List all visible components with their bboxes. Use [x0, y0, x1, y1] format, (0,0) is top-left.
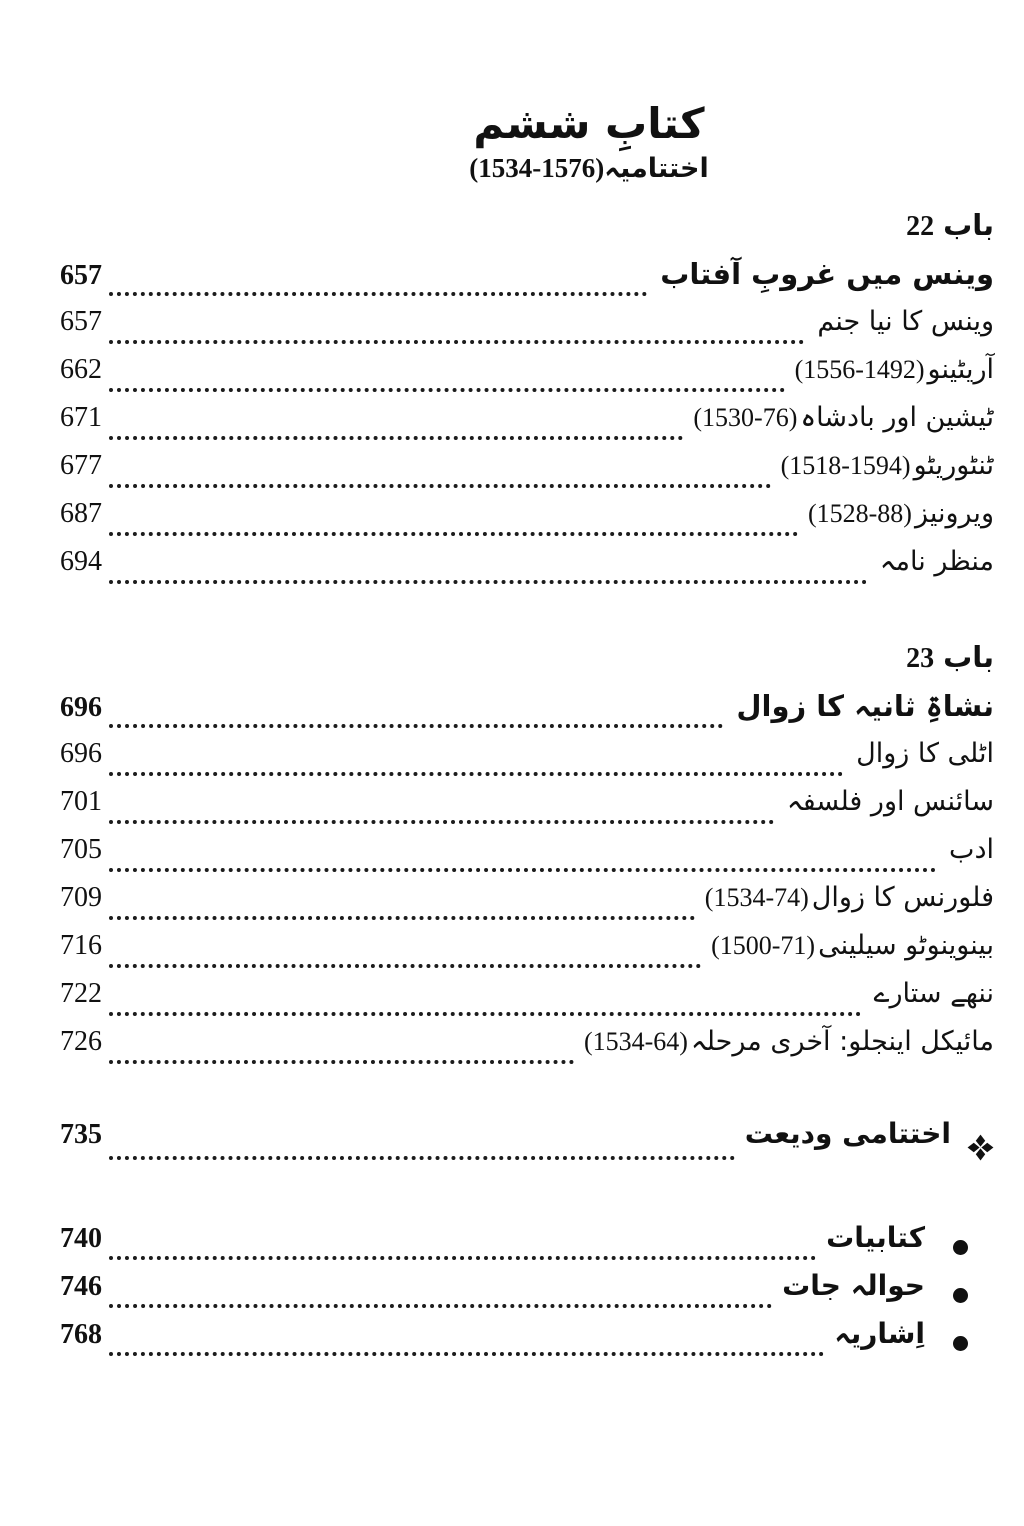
entry-title: منظر نامہ [879, 545, 994, 577]
toc-entry [60, 738, 994, 786]
entry-page-number: 768 [60, 1318, 102, 1350]
toc-entry [60, 690, 994, 738]
chapter-22-heading [60, 208, 994, 250]
four-diamond-icon [967, 1134, 994, 1161]
closing-entry [60, 1118, 994, 1170]
toc-entry [60, 258, 994, 306]
entry-dates: (1534-64) [583, 1026, 688, 1056]
entry-page-number: 677 [60, 449, 102, 481]
toc-entry [60, 786, 994, 834]
entry-page-number: 740 [60, 1222, 102, 1254]
entry-page-number: 657 [60, 259, 102, 291]
dot-leader [109, 580, 867, 584]
entry-page-number: 701 [60, 785, 102, 817]
entry-title: فلورنس کا زوال [811, 881, 994, 913]
entry-page-number: 694 [60, 545, 102, 577]
dot-leader [109, 916, 695, 920]
entry-title: حوالہ جات [782, 1268, 925, 1302]
entry-page-number: 696 [60, 691, 102, 723]
dot-leader [109, 484, 771, 488]
entry-title: سائنس اور فلسفہ [786, 785, 994, 817]
book-subtitle-dates: (1534-1576) [469, 152, 605, 183]
entry-title: بینوینوٹو سیلینی [818, 929, 994, 961]
book-title: کتابِ ششم [473, 99, 705, 148]
toc-entry [60, 834, 994, 882]
toc-entry [60, 498, 994, 546]
entry-page-number: 705 [60, 833, 102, 865]
back-matter-entry [60, 1270, 994, 1318]
back-matter-entry [60, 1222, 994, 1270]
entry-title: مائیکل اینجلو: آخری مرحلہ [690, 1025, 994, 1057]
entry-title: وینس کا نیا جنم [817, 305, 994, 337]
entry-dates: (1534-74) [704, 882, 809, 912]
entry-title: ننھے ستارے [873, 977, 994, 1009]
entry-page-number: 657 [60, 305, 102, 337]
entry-page-number: 716 [60, 929, 102, 961]
entry-page-number: 722 [60, 977, 102, 1009]
entry-dates: (1528-88) [807, 498, 912, 528]
chapter-word: باب [943, 207, 994, 242]
entry-title: اختتامی ودیعت [744, 1116, 951, 1150]
entry-dates: (1556-1492) [794, 354, 925, 384]
dot-leader [109, 292, 647, 296]
dot-leader [109, 724, 723, 728]
chapter-number: 23 [906, 642, 935, 674]
entry-page-number: 709 [60, 881, 102, 913]
entry-dates: (1500-71) [711, 930, 816, 960]
chapter-number: 22 [906, 210, 935, 242]
entry-page-number: 671 [60, 401, 102, 433]
entry-title: نشاۃِ ثانیہ کا زوال [736, 688, 994, 723]
book-header [122, 98, 1024, 184]
entry-page-number: 746 [60, 1270, 102, 1302]
entry-page-number: 687 [60, 497, 102, 529]
dot-leader [109, 1012, 861, 1016]
book-subtitle-text: اختتامیہ [604, 152, 709, 184]
entry-dates: (1518-1594) [780, 450, 911, 480]
toc-entry [60, 1026, 994, 1074]
entry-title: اِشاریہ [834, 1316, 925, 1350]
toc-entry [60, 930, 994, 978]
dot-leader [109, 820, 774, 824]
back-matter-section [60, 1222, 994, 1366]
entry-title: اٹلی کا زوال [856, 737, 994, 769]
dot-leader [109, 868, 936, 872]
dot-leader [109, 388, 785, 392]
toc-entry [60, 306, 994, 354]
chapter-23-section [60, 640, 994, 1074]
toc-entry [60, 354, 994, 402]
bullet-icon [953, 1240, 968, 1255]
toc-entry [60, 450, 994, 498]
toc-entry [60, 882, 994, 930]
entry-title: وینس میں غروبِ آفتاب [660, 256, 994, 291]
entry-page-number: 696 [60, 737, 102, 769]
dot-leader [109, 1156, 735, 1160]
chapter-22-section [60, 208, 994, 594]
back-matter-entry [60, 1318, 994, 1366]
entry-title: آریٹینو [927, 353, 994, 385]
dot-leader [109, 340, 804, 344]
entry-page-number: 735 [60, 1118, 102, 1150]
dot-leader [109, 1256, 816, 1260]
chapter-word: باب [943, 639, 994, 674]
chapter-23-heading [60, 640, 994, 682]
entry-page-number: 726 [60, 1025, 102, 1057]
bullet-icon [953, 1288, 968, 1303]
entry-page-number: 662 [60, 353, 102, 385]
book-subtitle [122, 153, 1024, 184]
dot-leader [109, 1304, 772, 1308]
entry-dates: (1530-76) [693, 402, 798, 432]
dot-leader [109, 436, 683, 440]
dot-leader [109, 532, 798, 536]
entry-title: ویرونیز [914, 497, 994, 529]
toc-entry [60, 546, 994, 594]
dot-leader [109, 1352, 824, 1356]
entry-title: ٹیشین اور بادشاہ [800, 401, 994, 433]
dot-leader [109, 772, 843, 776]
dot-leader [109, 964, 701, 968]
toc-entry [60, 402, 994, 450]
entry-title: ٹنٹوریٹو [913, 449, 994, 481]
bullet-icon [953, 1336, 968, 1351]
toc-entry [60, 978, 994, 1026]
entry-title: ادب [949, 833, 994, 865]
dot-leader [109, 1060, 574, 1064]
entry-title: کتابیات [826, 1220, 925, 1254]
